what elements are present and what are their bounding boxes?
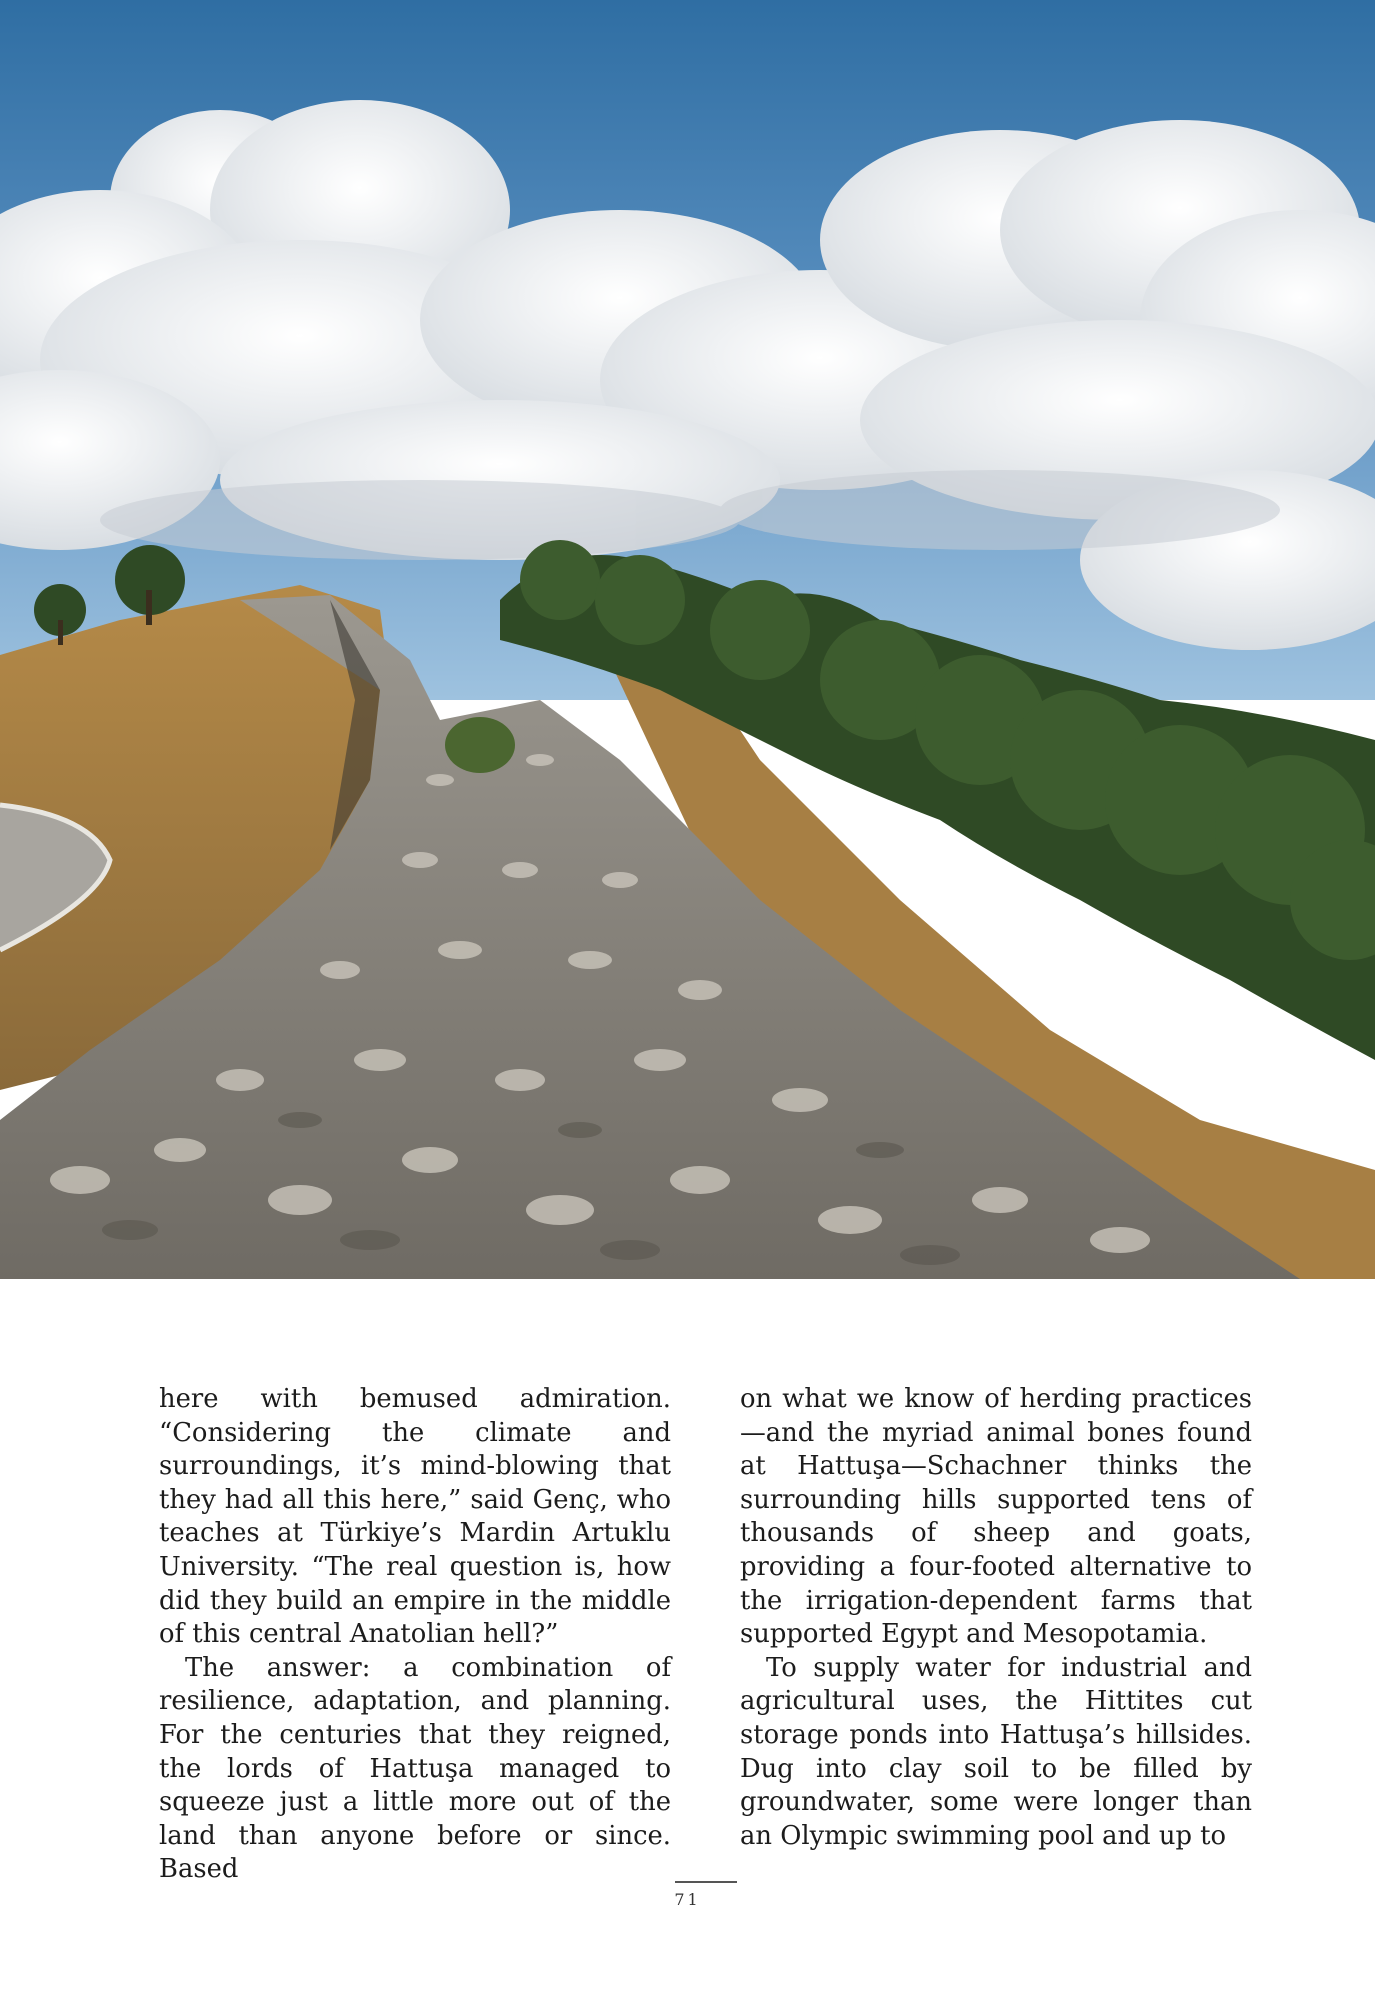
page-number: 71 <box>674 1890 701 1909</box>
folio-rule <box>675 1881 737 1883</box>
left-paragraph-2: The answer: a combination of resilience, adaptation, and planning. For the centuries that they reigned, the lords of Hattuşa managed to squeeze just a little more out of the land than anyone before or since. Based <box>159 1652 671 1885</box>
right-paragraph-2: To supply water for industrial and agricultural uses, the Hittites cut storage ponds into Hattuşa’s hillsides. Dug into clay soil to be filled by groundwater, some were longer than an Olympic swimming pool and up to <box>740 1652 1252 1851</box>
article-column-left <box>159 1383 671 1887</box>
left-paragraph-1: here with bemused admiration. “Considering the climate and surroundings, it’s mind-blowing that they had all this here,” said Genç, who teaches at Türkiye’s Mardin Artuklu University. “The real question is, how did they build an empire in the middle of this central Anatolian hell?” <box>159 1384 671 1650</box>
right-paragraph-1: on what we know of herding practices—and the myriad animal bones found at Hattuşa—Schachner thinks the surrounding hills supported tens of thousands of sheep and goats, providing a four-footed alternative to the irrigation-dependent farms that supported Egypt and Mesopotamia. <box>740 1384 1252 1650</box>
article-column-right <box>740 1383 1252 1853</box>
